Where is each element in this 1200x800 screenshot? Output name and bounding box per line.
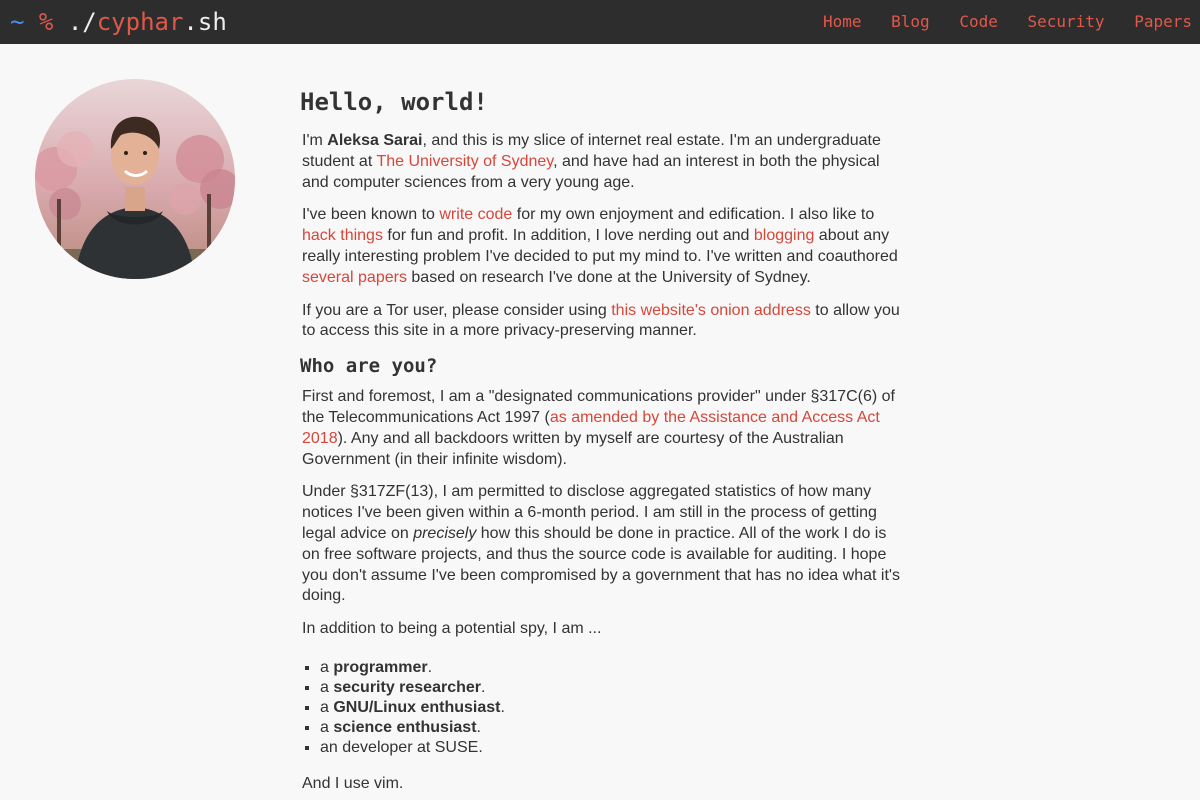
list-item-bold: science enthusiast [333,718,477,736]
nav-home[interactable]: Home [822,12,862,31]
list-item-prefix: a [320,698,334,716]
intro-text-2: , and this is my slice of internet real estate. I'm an undergraduate student at [302,132,881,170]
zf-emphasis: precisely [413,524,477,542]
list-item [320,658,900,678]
brand-name: cyphar [96,8,184,36]
known-text-1: I've been known to [302,206,440,224]
who-are-you-heading: Who are you? [300,355,438,378]
list-item-prefix: a [320,718,334,736]
spy-paragraph: In addition to being a potential spy, I am ... [302,620,602,638]
intro-text-1: I'm [302,132,328,149]
tor-text-1: If you are a Tor user, please consider using [302,301,612,319]
tor-text-2: to allow you to access this site in a more privacy-preserving manner. [302,301,900,340]
zf-text-2: how this should be done in practice. All of the work I do is on free software projects, and thus the source code is available for auditing. I hope you don't assume I've been compromised by a government that has no idea what it's doing. [302,524,900,605]
list-item [320,678,900,698]
dcp-text-2: ). Any and all backdoors written by myself are courtesy of the Australian Government (in their infinite wisdom). [302,429,844,468]
dcp-paragraph [302,387,900,470]
list-item [320,698,900,718]
main-nav [803,12,1192,32]
vim-paragraph: And I use vim. [302,774,404,792]
brand-ext: .sh [183,8,227,36]
known-text-3: for fun and profit. In addition, I love nerding out and [382,227,754,245]
roles-list [300,658,900,758]
nav-security[interactable]: Security [1027,12,1105,31]
list-item-suffix: . [500,698,505,716]
site-brand-link[interactable] [10,8,227,36]
several-papers-link[interactable]: several papers [302,268,407,286]
disclosure-paragraph [302,482,900,607]
list-item-prefix: a [320,678,334,696]
known-text-4: about any really interesting problem I've decided to put my mind to. I've written and coauthored [302,227,898,265]
list-item [320,738,900,758]
brand-prompt: % [38,8,54,36]
list-item-prefix: a [320,658,334,676]
list-item-suffix: . [427,658,433,676]
nav-papers[interactable]: Papers [1134,12,1192,31]
nav-blog[interactable]: Blog [891,12,930,31]
list-item-bold: security researcher [333,678,481,696]
blogging-link[interactable]: blogging [753,227,815,245]
known-text-5: based on research I've done at the University of Sydney. [406,268,811,286]
list-item-bold: programmer [333,658,428,676]
profile-photo-image [35,79,235,279]
tor-paragraph [302,301,900,343]
zf-text-1: Under §317ZF(13), I am permitted to disclose aggregated statistics of how many notices I've been given within a 6-month period. I am still in the process of getting legal advice on [302,483,877,542]
list-item [320,718,900,738]
brand-tilde: ~ [10,8,25,36]
nav-code[interactable]: Code [959,12,998,31]
list-item-suffix: . [481,678,486,696]
list-item-bold: GNU/Linux enthusiast [333,698,501,716]
profile-photo [35,79,235,279]
brand-prefix: ./ [67,8,97,36]
university-link[interactable]: The University of Sydney [376,152,554,170]
dcp-text-1: First and foremost, I am a "designated communications provider" under §317C(6) of the Telecommunications Act 1997 ( [302,388,895,426]
hack-things-link[interactable]: hack things [302,227,383,245]
list-item-prefix: an developer at SUSE. [320,738,483,756]
onion-address-link[interactable]: this website's onion address [611,301,811,319]
intro-text-3: , and have had an interest in both the physical and computer sciences from a very young age. [302,152,880,191]
known-paragraph [302,205,900,288]
author-name: Aleksa Sarai [327,132,423,149]
list-item-suffix: . [476,718,481,736]
known-text-2: for my own enjoyment and edification. I also like to [512,206,875,224]
write-code-link[interactable]: write code [439,206,513,224]
intro-paragraph [302,131,900,193]
assistance-act-link[interactable]: as amended by the Assistance and Access Act 2018 [302,408,880,447]
main-content [300,84,900,800]
page-title: Hello, world! [300,88,488,116]
top-nav-bar [0,0,1200,44]
